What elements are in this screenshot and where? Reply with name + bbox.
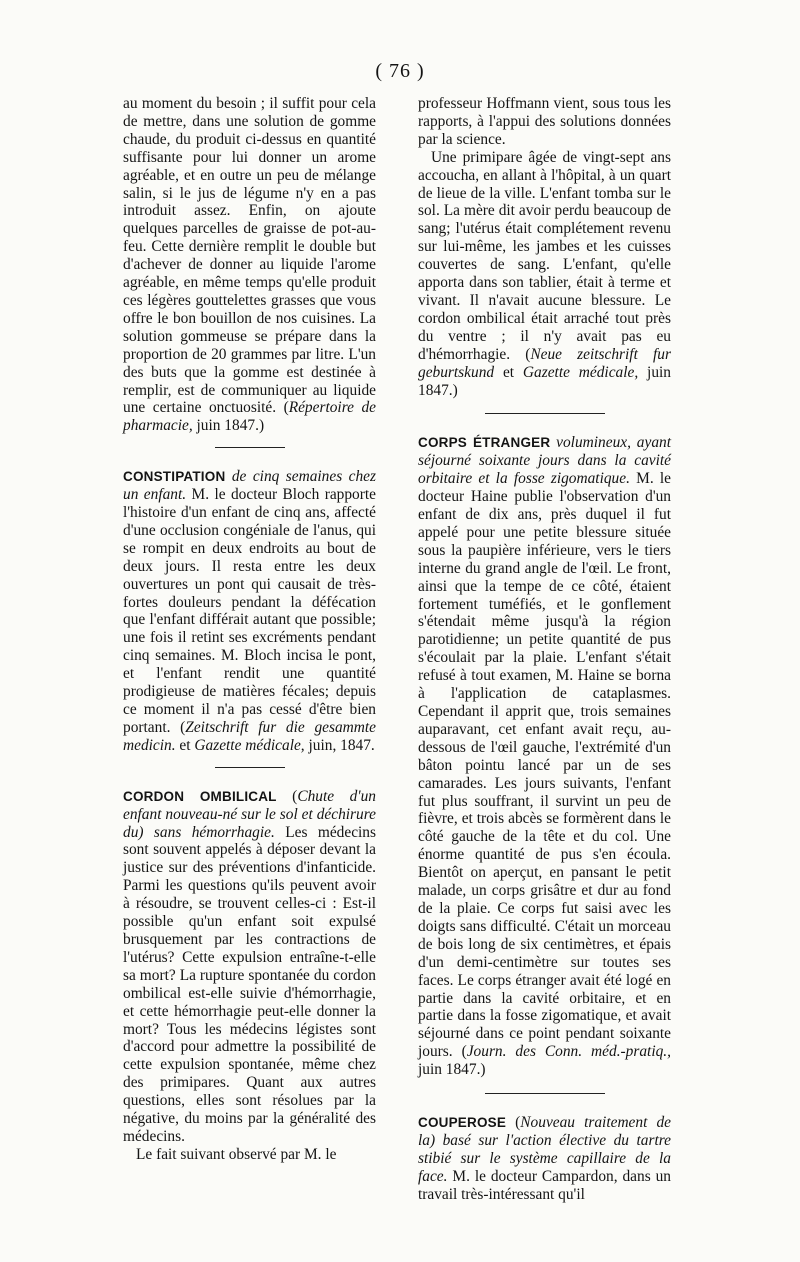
section-cordon-ombilical: CORDON OMBILICAL (Chute d'un enfant nouveau-né sur le sol et déchirure du) sans hémorrhagie. Les médecins sont souvent appelés à déposer devant la justice sur des préventions d'infanticide. Parmi les questions qu'ils peuvent avoir à résoudre, se trouvent celles-ci : Est-il possible qu'un enfant soit expulsé brusquement par les contractions de l'utérus? Cette expulsion entraîne-t-elle sa mort? La rupture spontanée du cordon ombilical est-elle suivie d'hémorrhagie, et cette hémorrhagie peut-elle donner la mort? Tous les médecins légistes sont d'accord pour admettre la possibilité de cette expulsion spontanée, même chez des primipares. Quant aux autres questions, elles sont résolues par la négative, du moins par la généralité des médecins.: [123, 787, 376, 1145]
paragraph-case: Une primipare âgée de vingt-sept ans accoucha, en allant à l'hôpital, à un quart de lieue de la ville. L'enfant tomba sur le sol. La mère dit avoir perdu beaucoup de sang; l'utérus était complétement revenu sur lui-même, les jambes et les cuisses couvertes de sang. L'enfant, qu'elle apporta dans son tablier, était à terme et vivant. Il n'avait aucune blessure. Le cordon ombilical était arraché tout près du ventre ; il n'y avait pas eu d'hémorrhagie. (Neue zeitschrift fur geburtskund et Gazette médicale, juin 1847.): [418, 148, 672, 399]
paragraph-bouillon: au moment du besoin ; il suffit pour cela de mettre, dans une solution de gomme chaude, du produit ci-dessus en quantité suffisante pour lui donner un arome agréable, et en outre un peu de mélange salin, si le jus de légume n'y en a pas introduit assez. Enfin, on ajoute quelques parcelles de graisse de pot-au-feu. Cette dernière remplit le double but d'achever de donner au liquide l'arome agréable, en même temps qu'elle produit ces légères gouttelettes grasses que vous offre le bon bouillon de nos cuisines. La solution gommeuse se prépare dans la proportion de 20 grammes par litre. L'un des buts que la gomme est destinée à remplir, est de communiquer au liquide une certaine onctuosité. (Répertoire de pharmacie, juin 1847.): [123, 95, 376, 435]
section-constipation: CONSTIPATION de cinq semaines chez un enfant. M. le docteur Bloch rapporte l'histoire d'un enfant de cinq ans, affecté d'une occlusion congéniale de l'anus, qui se rompit en deux endroits au bout de deux jours. Il resta entre les deux ouvertures un pont qui causait de très-fortes douleurs pendant la défécation que l'enfant différait autant que possible; une fois il retint ses excréments pendant cinq semaines. M. Bloch incisa le pont, et l'enfant rendit une quantité prodigieuse de matières fécales; depuis ce moment il n'a pas cessé d'être bien portant. (Zeitschrift fur die gesammte medicin. et Gazette médicale, juin, 1847.: [123, 468, 376, 754]
source-citation: Neue zeitschrift fur geburtskund: [418, 345, 671, 381]
section-couperose: COUPEROSE (Nouveau traitement de la) basé sur l'action élective du tartre stibié sur le système capillaire de la face. M. le docteur Campardon, dans un travail très-intéressant qu'il: [418, 1114, 671, 1203]
source-citation: Répertoire de pharmacie,: [123, 399, 376, 435]
section-corps-etranger: CORPS ÉTRANGER volumineux, ayant séjourné soixante jours dans la cavité orbitaire et la fosse zigomatique. M. le docteur Haine publie l'observation d'un enfant de dix ans, près duquel il fut appelé pour une petite blessure située sous la paupière inférieure, vers le tiers interne du grand angle de l'œil. Le front, ainsi que la tempe de ce côté, étaient fortement tuméfiés, et le gonflement s'étendait même jusqu'à la région parotidienne; un petite quantité de pus s'écoulait par la plaie. L'enfant s'était refusé à tout examen, M. Haine se borna à l'application de cataplasmes. Cependant il apprit que, trois semaines auparavant, cet enfant avait reçu, au-dessous de l'œil gauche, l'extrémité d'un bâton pointu lancé par un de ses camarades. Les jours suivants, l'enfant fut plus souffrant, il survint un peu de fièvre, et trois abcès se formèrent dans le côté gauche de la tête et du col. Une énorme quantité de pus s'en écoula. Bientôt on aperçut, en pansant le petit malade, un corps grisâtre et dur au fond de la plaie. Ce corps fut saisi avec les doigts sans difficulté. C'était un morceau de bois long de six centimètres, et épais d'un demi-centimètre sur toutes ses faces. Le corps étranger avait été logé en partie dans la cavité orbitaire, et en partie dans la fosse zigomatique, et avait séjourné dans ce point pendant soixante jours. (Journ. des Conn. méd.-pratiq., juin 1847.): [418, 434, 671, 1079]
source-citation: Gazette médicale,: [194, 736, 305, 754]
right-column: [418, 95, 671, 1204]
section-heading: COUPEROSE: [418, 1115, 507, 1131]
section-heading: CORDON OMBILICAL: [123, 788, 277, 804]
source-citation: Gazette médicale,: [522, 363, 639, 381]
section-subtitle: volumineux, ayant séjourné soixante jours dans la cavité orbitaire et la fosse zigomatique.: [418, 434, 671, 488]
paragraph-hoffmann: professeur Hoffmann vient, sous tous les rapports, à l'appui des solutions données par la science.: [418, 95, 671, 148]
source-citation: Zeitschrift fur die gesammte medicin.: [123, 718, 376, 754]
source-citation: Journ. des Conn. méd.-pratiq.,: [466, 1043, 671, 1061]
paragraph-continuation: Le fait suivant observé par M. le: [136, 1145, 337, 1163]
section-divider: [215, 447, 285, 448]
page-number: ( 76 ): [375, 60, 425, 82]
section-divider: [485, 1093, 605, 1094]
section-subtitle: Nouveau traitement de la) basé sur l'action élective du tartre stibié sur le système capillaire de la face.: [418, 1114, 671, 1185]
left-column: [123, 95, 376, 1164]
section-divider: [485, 413, 605, 414]
section-heading: CONSTIPATION: [123, 469, 226, 485]
section-divider: [215, 767, 285, 768]
section-heading: CORPS ÉTRANGER: [418, 435, 551, 451]
section-subtitle: de cinq semaines chez un enfant.: [123, 468, 376, 504]
section-subtitle: Chute d'un enfant nouveau-né sur le sol et déchirure du) sans hémorrhagie.: [123, 787, 376, 841]
